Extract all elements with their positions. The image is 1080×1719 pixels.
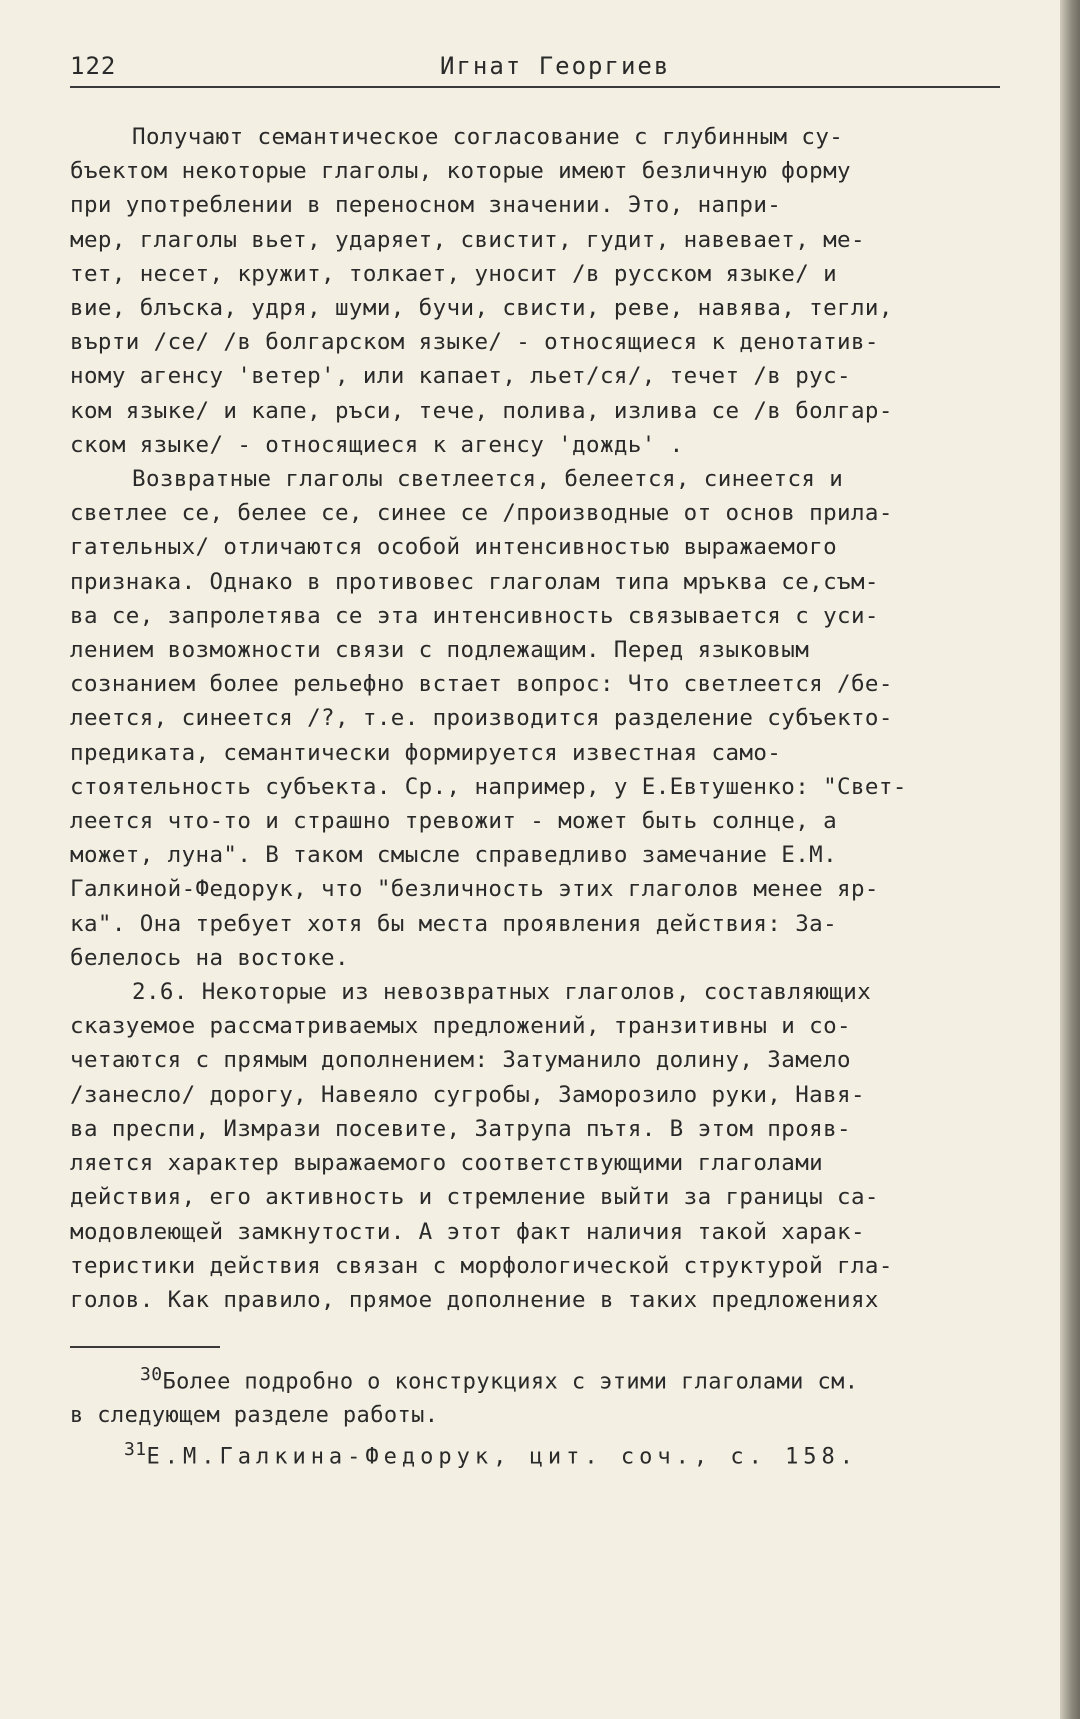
text-line: Возвратные глаголы светлеется, белеется, синеется и xyxy=(132,466,844,493)
text-line: /занесло/ дорогу, Навеяло сугробы, Заморозило руки, Навя- xyxy=(70,1081,865,1108)
text-line: ка". Она требует хотя бы места проявления действия: За- xyxy=(70,910,838,937)
footnote-marker: 31 xyxy=(124,1439,147,1461)
text-line: при употреблении в переносном значении. Это, напри- xyxy=(70,192,782,219)
text-line: светлее се, белее се, синее се /производные от основ прила- xyxy=(70,500,893,527)
paragraph-1 xyxy=(70,120,1000,462)
text-line: сказуемое рассматриваемых предложений, транзитивны и со- xyxy=(70,1013,851,1040)
text-line: вие, блъска, удря, шуми, бучи, свисти, реве, навява, тегли, xyxy=(70,295,893,322)
text-line: ляется характер выражаемого соответствующими глаголами xyxy=(70,1150,824,1177)
text-line: признака. Однако в противовес глаголам типа мръква се,съм- xyxy=(70,568,879,595)
text-line: върти /се/ /в болгарском языке/ - относящиеся к денотатив- xyxy=(70,329,879,356)
text-line: ском языке/ - относящиеся к агенсу 'дождь' . xyxy=(70,431,684,458)
body-text xyxy=(70,120,1000,1317)
text-line: ком языке/ и капе, ръси, тече, полива, излива се /в болгар- xyxy=(70,397,893,424)
text-line: тет, несет, кружит, толкает, уносит /в русском языке/ и xyxy=(70,260,838,287)
text-line: может, луна". В таком смысле справедливо замечание Е.М. xyxy=(70,842,838,869)
footnote-marker: 30 xyxy=(140,1364,163,1385)
text-line: четаются с прямым дополнением: Затуманило долину, Замело xyxy=(70,1047,851,1074)
text-line: предиката, семантически формируется известная само- xyxy=(70,739,782,766)
paragraph-2 xyxy=(70,462,1000,975)
text-line: гательных/ отличаются особой интенсивностью выражаемого xyxy=(70,534,838,561)
footnote-31 xyxy=(70,1433,1000,1474)
footnote-text: Е.М.Галкина-Федорук, цит. соч., с. 158. xyxy=(146,1444,859,1470)
text-line: Галкиной-Федорук, что "безличность этих глаголов менее яр- xyxy=(70,876,879,903)
text-line: модовлеющей замкнутости. А этот факт наличия такой харак- xyxy=(70,1218,865,1245)
text-line: Получают семантическое согласование с глубинным су- xyxy=(132,124,844,150)
text-line: сознанием более рельефно встает вопрос: Что светлеется /бе- xyxy=(70,671,893,698)
text-line: бъектом некоторые глаголы, которые имеют безличную форму xyxy=(70,158,851,185)
text-line: лением возможности связи с подлежащим. Перед языковым xyxy=(70,637,810,664)
text-line: леется что-то и страшно тревожит - может быть солнце, а xyxy=(70,808,838,835)
text-line: леется, синеется /?, т.е. производится разделение субъекто- xyxy=(70,705,893,732)
text-line: мер, глаголы вьет, ударяет, свистит, гудит, навевает, ме- xyxy=(70,226,865,253)
running-head-author: Игнат Георгиев xyxy=(440,52,671,80)
text-line: голов. Как правило, прямое дополнение в таких предложениях xyxy=(70,1286,879,1313)
page-number: 122 xyxy=(70,52,117,80)
text-line: белелось на востоке. xyxy=(70,944,349,971)
text-line: ному агенсу 'ветер', или капает, льет/ся/, течет /в рус- xyxy=(70,363,851,390)
footnote-text: Более подробно о конструкциях с этими глаголами см. xyxy=(162,1369,859,1395)
page-edge-shadow xyxy=(1060,0,1080,1719)
paragraph-3 xyxy=(70,975,1000,1317)
footnotes xyxy=(70,1358,1000,1475)
text-line: ва се, запролетява се эта интенсивность связывается с уси- xyxy=(70,602,879,629)
footnote-30-continuation: в следующем разделе работы. xyxy=(70,1403,439,1429)
running-header xyxy=(70,52,1000,88)
text-line: ва преспи, Измрази посевите, Затрупа пътя. В этом прояв- xyxy=(70,1115,851,1142)
footnote-divider xyxy=(70,1346,220,1348)
text-line: действия, его активность и стремление выйти за границы са- xyxy=(70,1184,879,1211)
footnote-30 xyxy=(70,1358,1000,1399)
text-line: стоятельность субъекта. Ср., например, у Е.Евтушенко: "Свет- xyxy=(70,773,907,800)
text-line: теристики действия связан с морфологической структурой гла- xyxy=(70,1252,893,1279)
text-line: 2.6. Некоторые из невозвратных глаголов, составляющих xyxy=(132,979,872,1006)
